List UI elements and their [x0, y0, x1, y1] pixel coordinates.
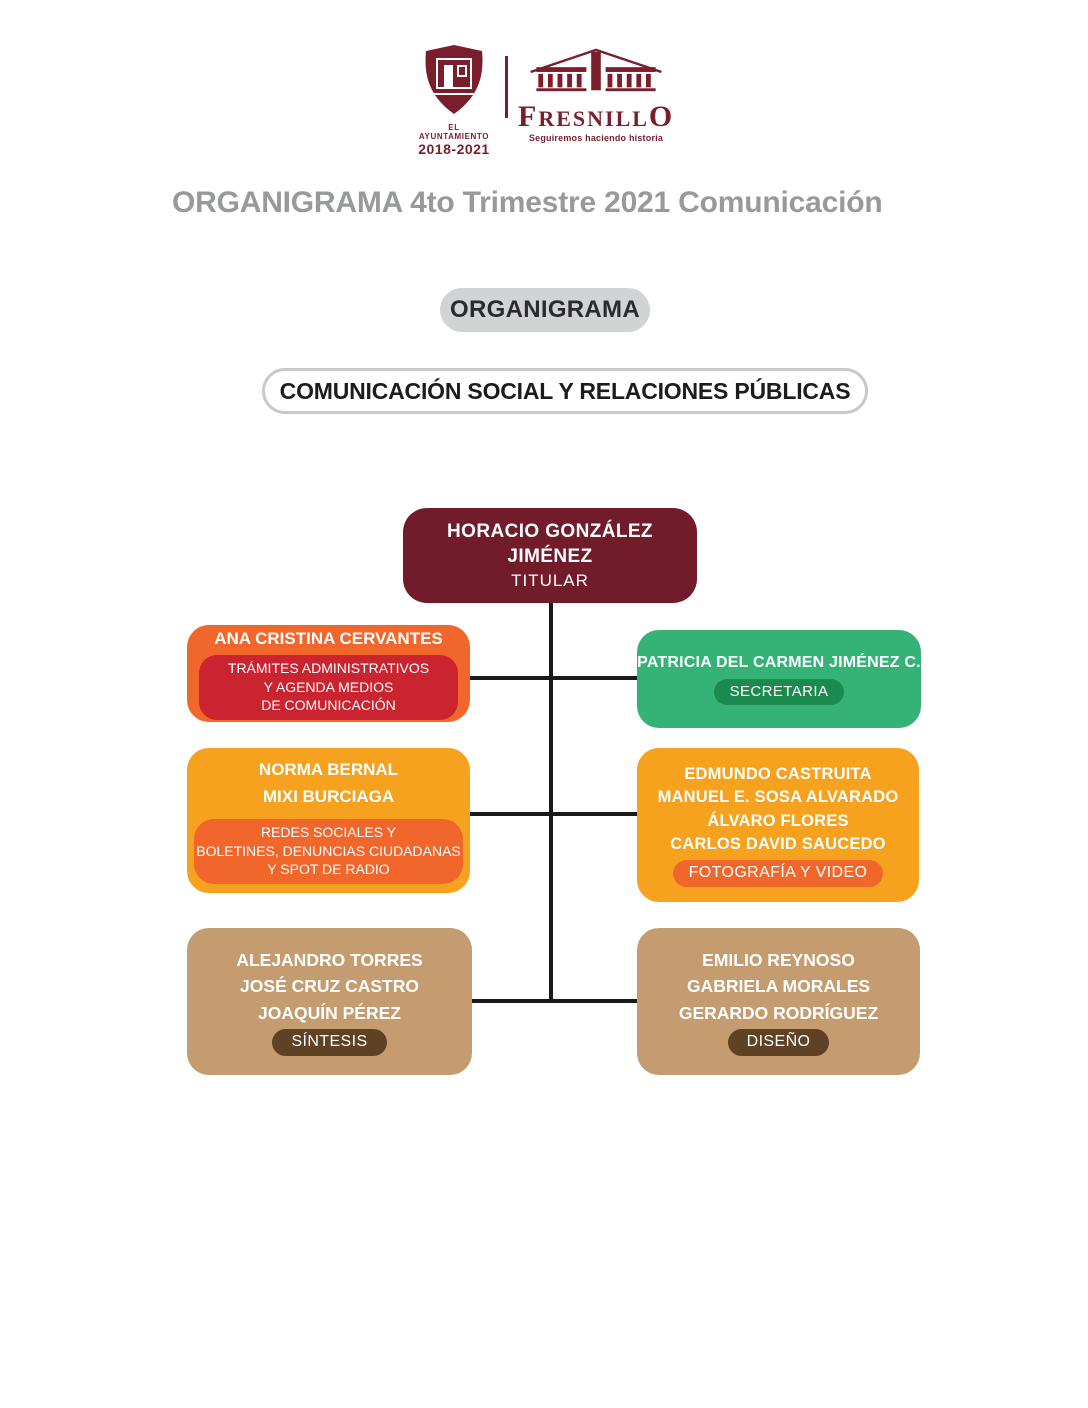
- city-crest-logo: [414, 44, 494, 157]
- role-line: TRÁMITES ADMINISTRATIVOS: [227, 660, 430, 677]
- org-node-fotografia-video: [637, 748, 919, 902]
- role-line: Y AGENDA MEDIOS: [263, 678, 394, 695]
- person-name: ÁLVARO FLORES: [707, 811, 849, 830]
- org-node-titular: [403, 508, 697, 603]
- person-name: PATRICIA DEL CARMEN JIMÉNEZ C.: [637, 653, 921, 671]
- person-name: EDMUNDO CASTRUITA: [684, 764, 872, 783]
- person-name: JOAQUÍN PÉREZ: [258, 1002, 401, 1023]
- role-pill: [194, 819, 463, 883]
- logo-tagline: Seguiremos haciendo historia: [528, 133, 664, 143]
- crest-years: 2018-2021: [418, 141, 490, 157]
- person-name: CARLOS DAVID SAUCEDO: [670, 834, 886, 853]
- role-line: REDES SOCIALES Y: [260, 824, 397, 841]
- role-line: DE COMUNICACIÓN: [261, 697, 396, 714]
- person-name: ALEJANDRO TORRES: [236, 950, 423, 971]
- wordmark-initial: F: [518, 100, 539, 133]
- person-name: NORMA BERNAL: [258, 760, 399, 780]
- role-label: TITULAR: [511, 570, 589, 590]
- role-pill: SÍNTESIS: [272, 1029, 386, 1056]
- role-line: Y SPOT DE RADIO: [267, 861, 390, 878]
- person-name: HORACIO GONZÁLEZ JIMÉNEZ: [447, 521, 653, 567]
- org-node-redes-sociales: [187, 748, 470, 893]
- role-pill: FOTOGRAFÍA Y VIDEO: [673, 860, 884, 887]
- connector-row3: [462, 999, 648, 1003]
- organigrama-badge: ORGANIGRAMA: [440, 288, 650, 332]
- colonnade-icon: [528, 46, 664, 96]
- department-badge: COMUNICACIÓN SOCIAL Y RELACIONES PÚBLICAS: [262, 368, 868, 414]
- org-node-tramites: [187, 625, 470, 722]
- shield-icon: [421, 44, 487, 116]
- person-name: ANA CRISTINA CERVANTES: [214, 629, 443, 649]
- connector-row1: [462, 676, 648, 680]
- connector-row2: [462, 812, 648, 816]
- person-name: GABRIELA MORALES: [686, 976, 871, 997]
- role-pill: SECRETARIA: [714, 679, 845, 705]
- wordmark-final: O: [648, 100, 675, 133]
- role-pill: [199, 655, 458, 719]
- wordmark-middle: RESNILL: [538, 106, 649, 131]
- person-names: [259, 757, 398, 810]
- org-node-secretaria: [637, 630, 921, 728]
- person-names: [236, 947, 422, 1026]
- person-name: GERARDO RODRÍGUEZ: [678, 1002, 879, 1023]
- crest-caption: EL AYUNTAMIENTO: [418, 123, 490, 141]
- connector-vertical: [549, 601, 553, 1003]
- org-node-diseno: [637, 928, 920, 1075]
- fresnillo-logo: [518, 46, 674, 143]
- role-line: BOLETINES, DENUNCIAS CIUDADANAS: [196, 842, 461, 859]
- person-names: [679, 947, 878, 1026]
- person-name: MIXI BURCIAGA: [262, 786, 395, 806]
- fresnillo-wordmark: [518, 102, 674, 132]
- role-pill: DISEÑO: [728, 1029, 830, 1056]
- person-name: EMILIO REYNOSO: [702, 950, 855, 971]
- person-name: JOSÉ CRUZ CASTRO: [240, 976, 419, 997]
- person-names: [658, 763, 899, 857]
- logo-divider: [505, 56, 508, 118]
- org-node-sintesis: [187, 928, 472, 1075]
- page-title: ORGANIGRAMA 4to Trimestre 2021 Comunicación: [172, 186, 883, 219]
- person-name: MANUEL E. SOSA ALVARADO: [657, 788, 899, 807]
